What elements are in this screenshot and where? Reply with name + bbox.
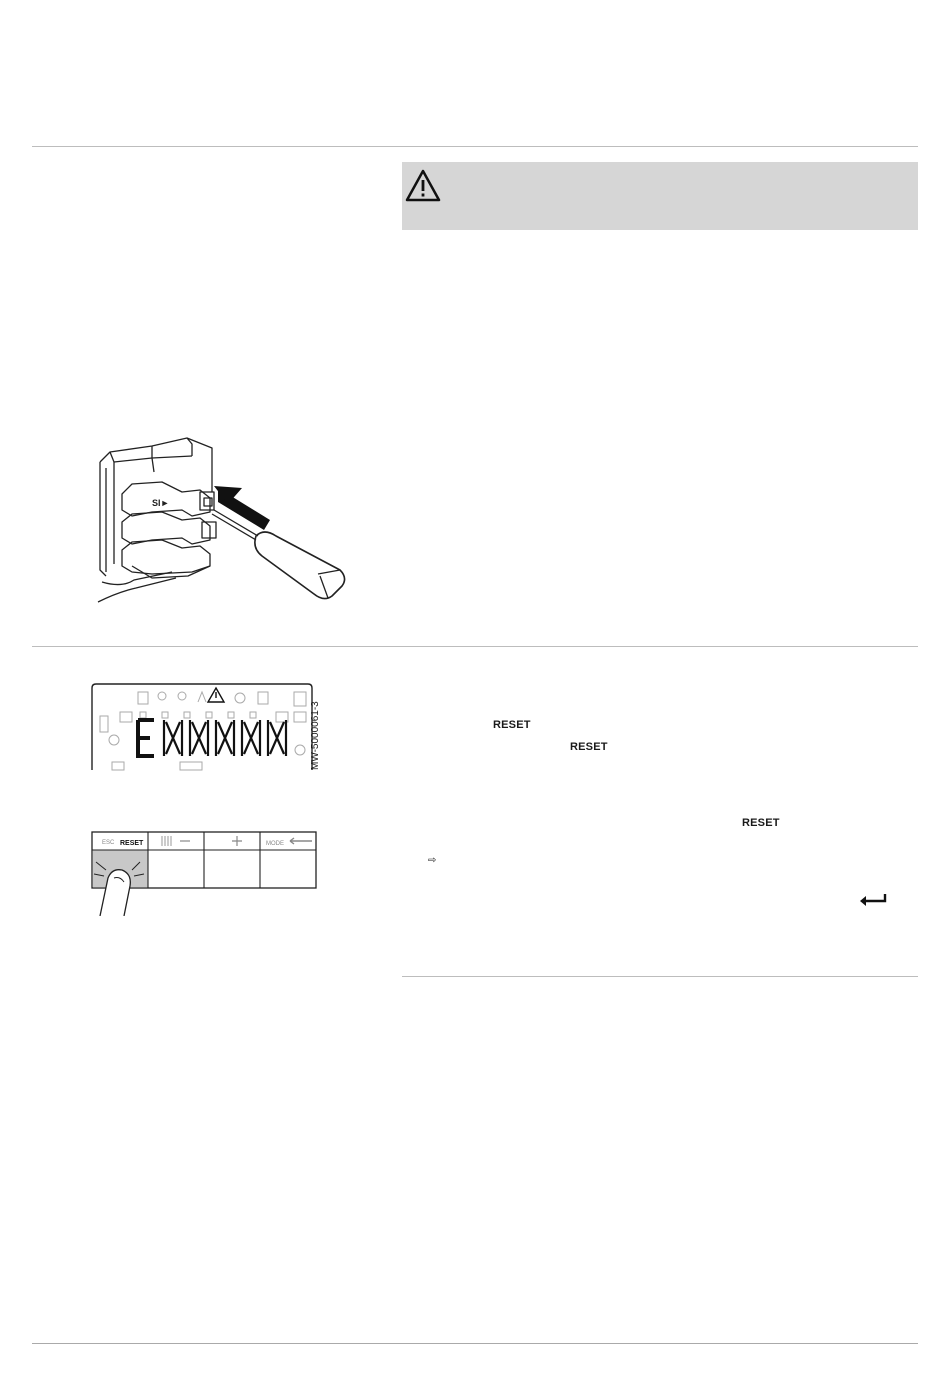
result-arrow-icon: ⇨ [428,855,437,866]
warning-triangle-icon [405,168,441,204]
reset-label: RESET [570,741,608,753]
keypad-reset-illustration [90,830,318,916]
reset-label: RESET [493,719,531,731]
section-divider [32,646,918,647]
reset-label: RESET [742,817,780,829]
svg-text:ESC: ESC [102,840,115,846]
svg-text:RESET: RESET [120,840,144,847]
subsection-divider [402,976,918,977]
top-divider [32,146,918,147]
svg-text:SI►: SI► [152,498,170,508]
warning-box [402,162,918,230]
svg-text:MODE: MODE [266,841,284,847]
screwdriver-removal-illustration [92,432,354,608]
enter-icon [858,893,888,907]
lcd-error-display-illustration [90,682,314,772]
footer-divider [32,1343,918,1344]
figure-code: MW-5000061-3 [310,701,321,770]
